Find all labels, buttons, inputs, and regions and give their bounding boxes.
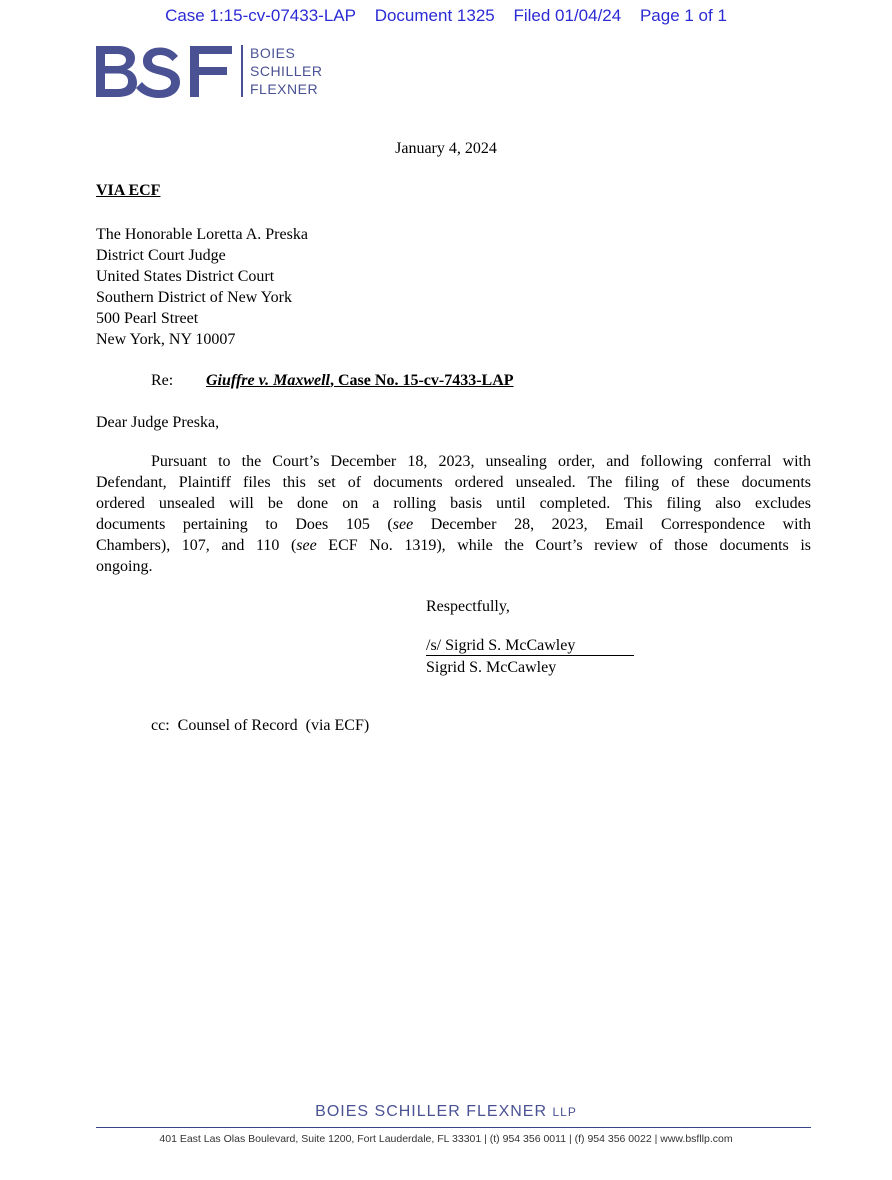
body-line: Pursuant to the Court’s December 18, 2023, unsealing order, and following conferral with [151,453,811,470]
body-line: ordered unsealed will be done on a rolling basis until completed. This filing also excludes [96,495,811,512]
closing: Respectfully, [426,598,510,615]
footer-divider [96,1127,811,1128]
salutation: Dear Judge Preska, [96,414,220,431]
addressee-line: The Honorable Loretta A. Preska [96,226,308,243]
footer-firm-name: BOIES SCHILLER FLEXNER LLP [315,1103,577,1120]
body-line: Chambers), 107, and 110 (see ECF No. 1319), while the Court’s review of those documents is [96,537,811,554]
footer-llp: LLP [552,1105,577,1119]
page-indicator: Page 1 of 1 [639,6,727,25]
body-paragraph [96,453,811,579]
addressee-block [96,224,308,350]
body-line: ongoing. [96,558,153,575]
case-name: Giuffre v. Maxwell [206,372,330,389]
firm-logo [96,45,336,106]
case-number: Case 1:15-cv-07433-LAP [165,6,356,25]
bsf-logo-icon [96,45,336,101]
letter-date: January 4, 2024 [395,140,497,157]
case-number-ref: , Case No. 15-cv-7433-LAP [330,372,514,389]
signature: /s/ Sigrid S. McCawley [426,637,634,656]
addressee-line: 500 Pearl Street [96,310,199,327]
svg-text:BOIES: BOIES [250,45,296,61]
addressee-line: New York, NY 10007 [96,331,236,348]
ecf-filing-header [0,6,892,26]
footer-address: 401 East Las Olas Boulevard, Suite 1200, Fort Lauderdale, FL 33301 | (t) 954 356 0011 | (f) 954 356 0022 | www.bsfllp.com [159,1133,733,1145]
body-line: documents pertaining to Does 105 (see December 28, 2023, Email Correspondence with [96,516,811,533]
re-subject [206,372,514,390]
filed-date: Filed 01/04/24 [513,6,622,25]
addressee-line: United States District Court [96,268,275,285]
document-number: Document 1325 [374,6,495,25]
addressee-line: Southern District of New York [96,289,292,306]
delivery-method: VIA ECF [96,182,161,199]
addressee-line: District Court Judge [96,247,226,264]
body-line: Defendant, Plaintiff files this set of documents ordered unsealed. The filing of these documents [96,474,811,491]
signer-name: Sigrid S. McCawley [426,659,557,676]
svg-text:SCHILLER: SCHILLER [250,63,323,79]
svg-text:FLEXNER: FLEXNER [250,81,319,97]
cc-line: cc: Counsel of Record (via ECF) [151,717,370,734]
re-label: Re: [151,372,174,389]
